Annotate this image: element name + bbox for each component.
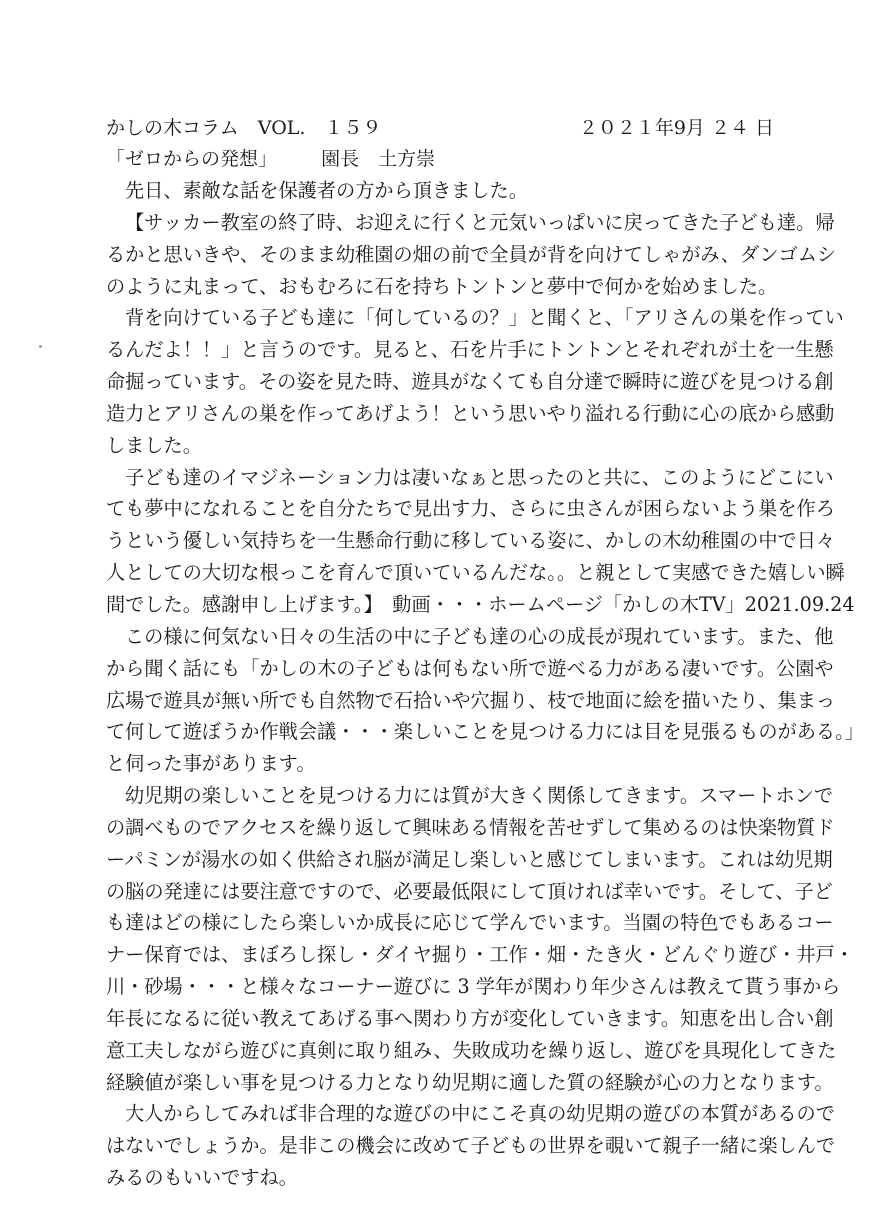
text-line: 人としての大切な根っこを育んで頂いているんだな。。と親として実感できた嬉しい瞬 <box>106 561 845 585</box>
text-line: 命掘っています。その姿を見た時、遊具がなくても自分達で瞬時に遊びを見つける創 <box>106 370 834 394</box>
text-line: 川・砂場・・・と様々なコーナー遊びに 3 学年が関わり年少さんは教えて貰う事から <box>106 975 841 999</box>
text-line: この様に何気ない日々の生活の中に子ども達の心の成長が現れています。また、他 <box>125 624 834 648</box>
text-line: ーパミンが湯水の如く供給され脳が満足し楽しいと感じてしまいます。これは幼児期 <box>106 847 833 871</box>
text-line: ナー保育では、まぼろし探し・ダイヤ掘り・工作・畑・たき火・どんぐり遊び・井戸・ <box>106 943 854 967</box>
text-line: 【サッカー教室の終了時、お迎えに行くと元気いっぱいに戻ってきた子ども達。帰 <box>125 210 835 234</box>
text-line: 意工夫しながら遊びに真剣に取り組み、失敗成功を繰り返し、遊びを具現化してきた <box>106 1038 837 1062</box>
text-line: 年長になるに従い教えてあげる事へ関わり方が変化していきます。知恵を出し合い創 <box>106 1006 834 1030</box>
text-line: のように丸まって、おもむろに石を持ちトントンと夢中で何かを始めました。 <box>106 274 778 298</box>
text-line: の脳の発達には要注意ですので、必要最低限にして頂ければ幸いです。そして、子ど <box>106 879 833 903</box>
text-line: 大人からしてみれば非合理的な遊びの中にこそ真の幼児期の遊びの本質があるので <box>125 1102 835 1126</box>
subtitle <box>106 144 774 174</box>
column-theme: 「ゼロからの発想」 <box>106 148 278 170</box>
column-body <box>106 175 864 1194</box>
text-line: ても夢中になれることを自分たちで見出す力、さらに虫さんが困らないよう巣を作ろ <box>106 497 835 521</box>
scan-speck <box>39 345 42 348</box>
text-line: 子ども達のイマジネーション力は凄いなぁと思ったのと共に、このようにどこにい <box>125 465 834 489</box>
text-line: 広場で遊具が無い所でも自然物で石拾いや穴掘り、枝で地面に絵を描いたり、集まっ <box>106 688 836 712</box>
issue-date: ２０２１年9月 ２４ 日 <box>578 117 774 139</box>
text-line: 幼児期の楽しいことを見つける力には質が大きく関係してきます。スマートホンで <box>125 784 834 808</box>
text-line: 間でした。感謝申し上げます。】 動画・・・ホームページ「かしの木TV」2021.09.24 <box>106 592 855 616</box>
text-line: 造力とアリさんの巣を作ってあげよう！という思いやり溢れる行動に心の底から感動 <box>106 401 835 425</box>
text-line: 経験値が楽しい事を見つける力となり幼児期に適した質の経験が心の力となります。 <box>106 1070 834 1094</box>
text-line: て何して遊ぼうか作戦会議・・・楽しいことを見つける力には目を見張るものがある。」 <box>106 720 864 744</box>
text-line: しました。 <box>106 433 202 457</box>
header <box>106 113 774 143</box>
text-line: みるのもいいですね。 <box>106 1166 298 1190</box>
text-line: も達はどの様にしたら楽しいか成長に応じて学んでいます。当園の特色でもあるコー <box>106 911 834 935</box>
text-line: から聞く話にも「かしの木の子どもは何もない所で遊べる力がある凄いです。公園や <box>106 656 834 680</box>
text-line: 背を向けている子ども達に「何しているの？」と聞くと、「アリさんの巣を作ってい <box>125 306 844 330</box>
text-line: うという優しい気持ちを一生懸命行動に移している姿に、かしの木幼稚園の中で日々 <box>106 529 836 553</box>
text-line: と伺った事があります。 <box>106 752 316 776</box>
author-line: 園長 土方崇 <box>321 148 436 170</box>
text-line: 先日、素敵な話を保護者の方から頂きました。 <box>125 179 528 202</box>
text-line: はないでしょうか。是非この機会に改めて子どもの世界を覗いて親子一緒に楽しんで <box>106 1134 836 1158</box>
text-line: るかと思いきや、そのまま幼稚園の畑の前で全員が背を向けてしゃがみ、ダンゴムシ <box>106 242 837 266</box>
text-line: るんだよ！！」と言うのです。見ると、石を片手にトントンとそれぞれが土を一生懸 <box>106 338 834 362</box>
column-title: かしの木コラム VOL. １５９ <box>106 117 382 139</box>
text-line: の調べものでアクセスを繰り返して興味ある情報を苦せずして集めるのは快楽物質ド <box>106 815 835 839</box>
